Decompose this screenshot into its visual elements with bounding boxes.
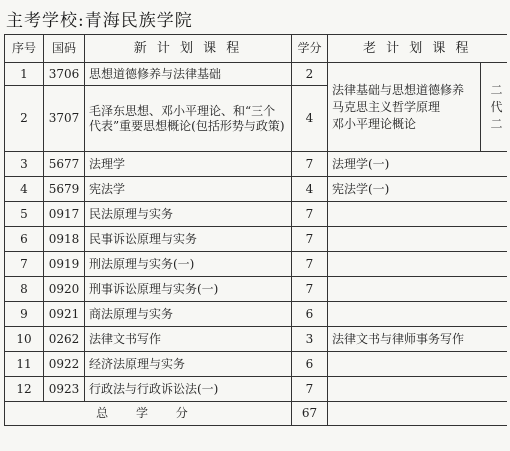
- table-row: [5, 177, 507, 202]
- row-credits: 7: [292, 152, 328, 177]
- row-seq: 8: [5, 277, 44, 302]
- total-row: [5, 402, 507, 426]
- row-old-course: [328, 227, 507, 252]
- row-seq: 4: [5, 177, 44, 202]
- row-course: 法律文书写作: [85, 327, 292, 352]
- row-seq: 2: [5, 86, 44, 152]
- row-seq: 5: [5, 202, 44, 227]
- row-seq: 7: [5, 252, 44, 277]
- row-code: 5677: [44, 152, 85, 177]
- header-seq: 序号: [5, 35, 44, 63]
- old-merged-line: 马克思主义哲学原理: [332, 99, 441, 114]
- row-old-course: 法理学(一): [328, 152, 507, 177]
- old-merged-courses: [328, 63, 481, 152]
- row-credits: 4: [292, 177, 328, 202]
- row-credits: 4: [292, 86, 328, 152]
- row-course: 刑法原理与实务(一): [85, 252, 292, 277]
- row-seq: 3: [5, 152, 44, 177]
- row-course: 民法原理与实务: [85, 202, 292, 227]
- old-edge-char: 二: [490, 116, 503, 131]
- course-table: [4, 34, 507, 426]
- table-row: [5, 352, 507, 377]
- page-title: 主考学校:青海民族学院: [6, 11, 193, 31]
- row-course: 毛泽东思想、邓小平理论、和“三个代表”重要思想概论(包括形势与政策): [85, 86, 292, 152]
- row-old-course: [328, 277, 507, 302]
- header-row: [5, 35, 507, 63]
- table-row: [5, 327, 507, 352]
- table-row: [5, 63, 507, 86]
- row-code: 0923: [44, 377, 85, 402]
- row-code: 5679: [44, 177, 85, 202]
- row-credits: 6: [292, 352, 328, 377]
- table-row: [5, 377, 507, 402]
- old-edge-char: 二: [490, 82, 503, 97]
- table-row: [5, 302, 507, 327]
- row-code: 3707: [44, 86, 85, 152]
- row-code: 0922: [44, 352, 85, 377]
- row-credits: 7: [292, 277, 328, 302]
- table-row: [5, 227, 507, 252]
- row-code: 0262: [44, 327, 85, 352]
- old-merged-line: 法律基础与思想道德修养: [332, 82, 465, 97]
- row-course: 刑事诉讼原理与实务(一): [85, 277, 292, 302]
- total-credits: 67: [292, 402, 328, 426]
- row-credits: 2: [292, 63, 328, 86]
- row-course: 宪法学: [85, 177, 292, 202]
- row-old-course: [328, 377, 507, 402]
- row-code: 0921: [44, 302, 85, 327]
- row-old-course: [328, 352, 507, 377]
- row-credits: 3: [292, 327, 328, 352]
- row-credits: 7: [292, 227, 328, 252]
- row-old-course: [328, 252, 507, 277]
- table-row: [5, 252, 507, 277]
- total-label: 总 学 分: [5, 402, 292, 426]
- row-seq: 10: [5, 327, 44, 352]
- row-old-course: 宪法学(一): [328, 177, 507, 202]
- row-credits: 7: [292, 377, 328, 402]
- row-code: 0918: [44, 227, 85, 252]
- header-code: 国码: [44, 35, 85, 63]
- header-credits: 学分: [292, 35, 328, 63]
- row-code: 0919: [44, 252, 85, 277]
- row-course: 民事诉讼原理与实务: [85, 227, 292, 252]
- row-seq: 11: [5, 352, 44, 377]
- table-row: [5, 152, 507, 177]
- row-seq: 6: [5, 227, 44, 252]
- row-credits: 7: [292, 252, 328, 277]
- table-row: [5, 277, 507, 302]
- header-old-plan: 老 计 划 课 程: [328, 35, 507, 63]
- row-credits: 6: [292, 302, 328, 327]
- row-seq: 12: [5, 377, 44, 402]
- row-course: 经济法原理与实务: [85, 352, 292, 377]
- row-course: 法理学: [85, 152, 292, 177]
- row-course: 思想道德修养与法律基础: [85, 63, 292, 86]
- row-seq: 1: [5, 63, 44, 86]
- row-code: 0917: [44, 202, 85, 227]
- row-course: 行政法与行政诉讼法(一): [85, 377, 292, 402]
- row-old-course: [328, 302, 507, 327]
- row-course: 商法原理与实务: [85, 302, 292, 327]
- row-code: 0920: [44, 277, 85, 302]
- old-edge-char: 代: [490, 99, 503, 114]
- total-old-empty: [328, 402, 507, 426]
- row-old-course: [328, 202, 507, 227]
- old-merged-line: 邓小平理论概论: [332, 116, 417, 131]
- row-code: 3706: [44, 63, 85, 86]
- row-old-course: 法律文书与律师事务写作: [328, 327, 507, 352]
- header-new-plan: 新 计 划 课 程: [85, 35, 292, 63]
- row-credits: 7: [292, 202, 328, 227]
- row-seq: 9: [5, 302, 44, 327]
- old-edge-text: [481, 63, 507, 152]
- table-row: [5, 202, 507, 227]
